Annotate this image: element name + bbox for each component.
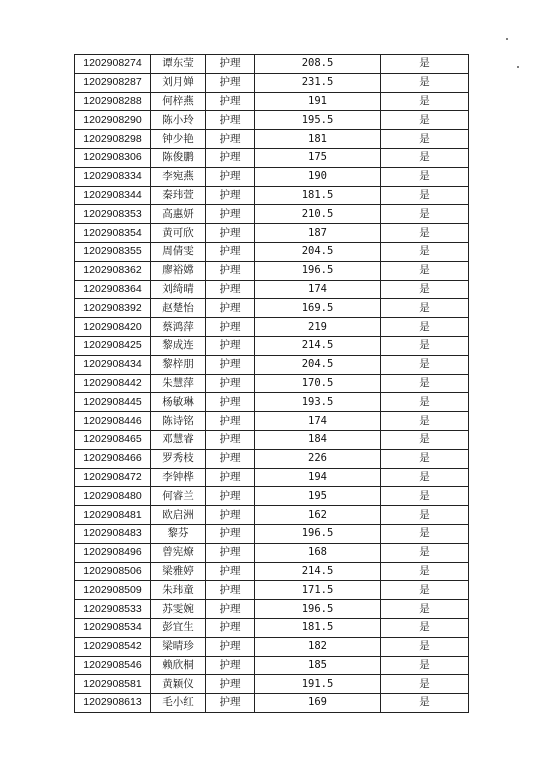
score-cell: 219 (255, 318, 381, 337)
table-row (75, 167, 469, 186)
score-cell: 196.5 (255, 524, 381, 543)
candidate-name-cell: 朱玮童 (151, 581, 206, 600)
major-cell: 护理 (206, 318, 255, 337)
score-cell: 231.5 (255, 73, 381, 92)
qualified-cell: 是 (381, 205, 469, 224)
score-cell: 181.5 (255, 186, 381, 205)
candidate-id-cell: 1202908483 (75, 524, 151, 543)
qualified-cell: 是 (381, 318, 469, 337)
score-cell: 191 (255, 92, 381, 111)
major-cell: 护理 (206, 581, 255, 600)
table-row (75, 242, 469, 261)
score-cell: 195.5 (255, 111, 381, 130)
qualified-cell: 是 (381, 299, 469, 318)
candidate-id-cell: 1202908480 (75, 487, 151, 506)
major-cell: 护理 (206, 242, 255, 261)
qualified-cell: 是 (381, 374, 469, 393)
qualified-cell: 是 (381, 355, 469, 374)
candidate-name-cell: 赖欣桐 (151, 656, 206, 675)
score-cell: 194 (255, 468, 381, 487)
candidate-id-cell: 1202908533 (75, 600, 151, 619)
candidate-name-cell: 高惠妍 (151, 205, 206, 224)
candidate-id-cell: 1202908445 (75, 393, 151, 412)
table-row (75, 205, 469, 224)
candidate-id-cell: 1202908306 (75, 148, 151, 167)
candidate-name-cell: 何梓燕 (151, 92, 206, 111)
score-cell: 171.5 (255, 581, 381, 600)
candidate-id-cell: 1202908466 (75, 449, 151, 468)
candidate-name-cell: 秦玮萱 (151, 186, 206, 205)
roster-table-body (75, 55, 469, 713)
major-cell: 护理 (206, 487, 255, 506)
score-cell: 196.5 (255, 261, 381, 280)
major-cell: 护理 (206, 186, 255, 205)
candidate-id-cell: 1202908613 (75, 694, 151, 713)
score-cell: 181 (255, 130, 381, 149)
qualified-cell: 是 (381, 224, 469, 243)
candidate-id-cell: 1202908420 (75, 318, 151, 337)
candidate-name-cell: 刘月婵 (151, 73, 206, 92)
table-row (75, 412, 469, 431)
candidate-name-cell: 朱慧萍 (151, 374, 206, 393)
table-row (75, 186, 469, 205)
candidate-id-cell: 1202908465 (75, 430, 151, 449)
score-cell: 208.5 (255, 55, 381, 74)
score-cell: 174 (255, 280, 381, 299)
major-cell: 护理 (206, 618, 255, 637)
major-cell: 护理 (206, 468, 255, 487)
qualified-cell: 是 (381, 412, 469, 431)
score-cell: 204.5 (255, 355, 381, 374)
major-cell: 护理 (206, 261, 255, 280)
table-row (75, 318, 469, 337)
major-cell: 护理 (206, 130, 255, 149)
score-cell: 174 (255, 412, 381, 431)
candidate-id-cell: 1202908506 (75, 562, 151, 581)
major-cell: 护理 (206, 449, 255, 468)
score-cell: 190 (255, 167, 381, 186)
major-cell: 护理 (206, 224, 255, 243)
major-cell: 护理 (206, 336, 255, 355)
candidate-id-cell: 1202908425 (75, 336, 151, 355)
qualified-cell: 是 (381, 336, 469, 355)
qualified-cell: 是 (381, 506, 469, 525)
candidate-id-cell: 1202908364 (75, 280, 151, 299)
candidate-name-cell: 曾宪燎 (151, 543, 206, 562)
candidate-id-cell: 1202908509 (75, 581, 151, 600)
qualified-cell: 是 (381, 261, 469, 280)
table-row (75, 355, 469, 374)
major-cell: 护理 (206, 543, 255, 562)
table-row (75, 449, 469, 468)
major-cell: 护理 (206, 111, 255, 130)
candidate-id-cell: 1202908290 (75, 111, 151, 130)
candidate-id-cell: 1202908546 (75, 656, 151, 675)
score-cell: 169 (255, 694, 381, 713)
qualified-cell: 是 (381, 449, 469, 468)
qualified-cell: 是 (381, 487, 469, 506)
qualified-cell: 是 (381, 600, 469, 619)
candidate-id-cell: 1202908392 (75, 299, 151, 318)
qualified-cell: 是 (381, 242, 469, 261)
candidate-name-cell: 陈俊鹏 (151, 148, 206, 167)
table-row (75, 224, 469, 243)
candidate-name-cell: 何睿兰 (151, 487, 206, 506)
score-cell: 191.5 (255, 675, 381, 694)
score-cell: 181.5 (255, 618, 381, 637)
major-cell: 护理 (206, 412, 255, 431)
score-cell: 214.5 (255, 562, 381, 581)
major-cell: 护理 (206, 167, 255, 186)
candidate-name-cell: 邓慧睿 (151, 430, 206, 449)
candidate-name-cell: 陈诗铭 (151, 412, 206, 431)
roster-table (74, 54, 469, 713)
table-row (75, 55, 469, 74)
candidate-name-cell: 谭东莹 (151, 55, 206, 74)
table-row (75, 675, 469, 694)
major-cell: 护理 (206, 506, 255, 525)
candidate-id-cell: 1202908442 (75, 374, 151, 393)
score-cell: 170.5 (255, 374, 381, 393)
major-cell: 护理 (206, 374, 255, 393)
candidate-id-cell: 1202908354 (75, 224, 151, 243)
candidate-name-cell: 黄可欣 (151, 224, 206, 243)
candidate-id-cell: 1202908481 (75, 506, 151, 525)
candidate-id-cell: 1202908274 (75, 55, 151, 74)
candidate-name-cell: 黄颖仪 (151, 675, 206, 694)
qualified-cell: 是 (381, 393, 469, 412)
major-cell: 护理 (206, 675, 255, 694)
table-row (75, 336, 469, 355)
qualified-cell: 是 (381, 430, 469, 449)
candidate-id-cell: 1202908581 (75, 675, 151, 694)
table-row (75, 430, 469, 449)
qualified-cell: 是 (381, 675, 469, 694)
table-row (75, 543, 469, 562)
candidate-id-cell: 1202908288 (75, 92, 151, 111)
qualified-cell: 是 (381, 524, 469, 543)
candidate-id-cell: 1202908542 (75, 637, 151, 656)
candidate-name-cell: 彭宜生 (151, 618, 206, 637)
qualified-cell: 是 (381, 130, 469, 149)
table-row (75, 656, 469, 675)
score-cell: 169.5 (255, 299, 381, 318)
candidate-name-cell: 欧启洲 (151, 506, 206, 525)
score-cell: 185 (255, 656, 381, 675)
table-row (75, 73, 469, 92)
table-row (75, 92, 469, 111)
table-row (75, 637, 469, 656)
table-row (75, 374, 469, 393)
qualified-cell: 是 (381, 111, 469, 130)
candidate-name-cell: 蔡鸿萍 (151, 318, 206, 337)
table-row (75, 487, 469, 506)
score-cell: 168 (255, 543, 381, 562)
qualified-cell: 是 (381, 656, 469, 675)
major-cell: 护理 (206, 148, 255, 167)
score-cell: 196.5 (255, 600, 381, 619)
candidate-name-cell: 黎梓朋 (151, 355, 206, 374)
candidate-id-cell: 1202908496 (75, 543, 151, 562)
candidate-id-cell: 1202908334 (75, 167, 151, 186)
table-row (75, 148, 469, 167)
table-row (75, 280, 469, 299)
table-row (75, 130, 469, 149)
score-cell: 182 (255, 637, 381, 656)
table-row (75, 111, 469, 130)
scan-speck (517, 66, 519, 68)
scan-speck (506, 38, 508, 40)
candidate-name-cell: 钟少艳 (151, 130, 206, 149)
score-cell: 214.5 (255, 336, 381, 355)
score-cell: 210.5 (255, 205, 381, 224)
major-cell: 护理 (206, 656, 255, 675)
score-cell: 204.5 (255, 242, 381, 261)
table-row (75, 393, 469, 412)
table-row (75, 618, 469, 637)
qualified-cell: 是 (381, 618, 469, 637)
candidate-name-cell: 黎芬 (151, 524, 206, 543)
qualified-cell: 是 (381, 468, 469, 487)
major-cell: 护理 (206, 355, 255, 374)
qualified-cell: 是 (381, 167, 469, 186)
qualified-cell: 是 (381, 55, 469, 74)
table-row (75, 468, 469, 487)
major-cell: 护理 (206, 694, 255, 713)
candidate-id-cell: 1202908287 (75, 73, 151, 92)
candidate-name-cell: 毛小红 (151, 694, 206, 713)
candidate-name-cell: 罗秀枝 (151, 449, 206, 468)
score-cell: 175 (255, 148, 381, 167)
major-cell: 护理 (206, 205, 255, 224)
table-row (75, 261, 469, 280)
score-cell: 162 (255, 506, 381, 525)
major-cell: 护理 (206, 55, 255, 74)
table-row (75, 506, 469, 525)
score-cell: 193.5 (255, 393, 381, 412)
candidate-name-cell: 李钟桦 (151, 468, 206, 487)
candidate-name-cell: 周倩雯 (151, 242, 206, 261)
qualified-cell: 是 (381, 280, 469, 299)
score-cell: 184 (255, 430, 381, 449)
qualified-cell: 是 (381, 562, 469, 581)
qualified-cell: 是 (381, 148, 469, 167)
candidate-name-cell: 刘绮晴 (151, 280, 206, 299)
major-cell: 护理 (206, 524, 255, 543)
candidate-name-cell: 梁晴珍 (151, 637, 206, 656)
major-cell: 护理 (206, 299, 255, 318)
candidate-id-cell: 1202908344 (75, 186, 151, 205)
score-cell: 195 (255, 487, 381, 506)
candidate-name-cell: 梁雅婷 (151, 562, 206, 581)
qualified-cell: 是 (381, 92, 469, 111)
major-cell: 护理 (206, 73, 255, 92)
candidate-id-cell: 1202908362 (75, 261, 151, 280)
candidate-id-cell: 1202908353 (75, 205, 151, 224)
table-row (75, 524, 469, 543)
candidate-name-cell: 李宛燕 (151, 167, 206, 186)
qualified-cell: 是 (381, 186, 469, 205)
table-row (75, 600, 469, 619)
candidate-name-cell: 黎成连 (151, 336, 206, 355)
candidate-name-cell: 廖裕嫦 (151, 261, 206, 280)
qualified-cell: 是 (381, 694, 469, 713)
table-row (75, 581, 469, 600)
candidate-name-cell: 赵楚怡 (151, 299, 206, 318)
major-cell: 护理 (206, 393, 255, 412)
major-cell: 护理 (206, 600, 255, 619)
candidate-name-cell: 陈小玲 (151, 111, 206, 130)
candidate-id-cell: 1202908534 (75, 618, 151, 637)
major-cell: 护理 (206, 280, 255, 299)
qualified-cell: 是 (381, 543, 469, 562)
table-row (75, 694, 469, 713)
table-row (75, 562, 469, 581)
major-cell: 护理 (206, 562, 255, 581)
candidate-id-cell: 1202908472 (75, 468, 151, 487)
candidate-name-cell: 杨敏琳 (151, 393, 206, 412)
qualified-cell: 是 (381, 73, 469, 92)
candidate-id-cell: 1202908298 (75, 130, 151, 149)
candidate-name-cell: 苏雯婉 (151, 600, 206, 619)
candidate-id-cell: 1202908355 (75, 242, 151, 261)
qualified-cell: 是 (381, 581, 469, 600)
major-cell: 护理 (206, 92, 255, 111)
table-row (75, 299, 469, 318)
major-cell: 护理 (206, 637, 255, 656)
score-cell: 226 (255, 449, 381, 468)
candidate-id-cell: 1202908434 (75, 355, 151, 374)
candidate-id-cell: 1202908446 (75, 412, 151, 431)
qualified-cell: 是 (381, 637, 469, 656)
major-cell: 护理 (206, 430, 255, 449)
score-cell: 187 (255, 224, 381, 243)
